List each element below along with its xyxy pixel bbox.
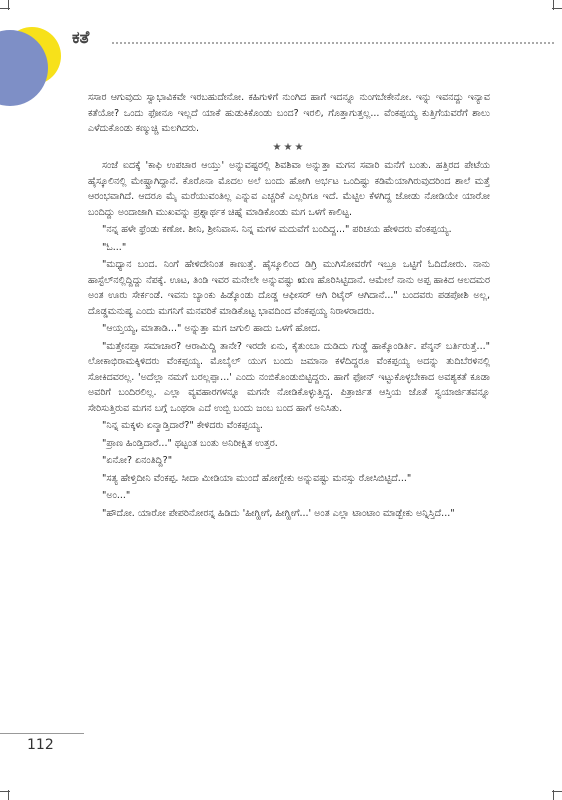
paragraph: "ಮತ್ತೇನಪ್ಪಾ ಸಮಾಚಾರ? ಆರಾಮಿದ್ದಿ ತಾನೇ? ಇರದೇ ಏನು, ಕೈತುಂಬಾ ದುಡಿದು ಗುಡ್ಡೆ ಹಾಕ್ಕೊಂಡಿರ್ತಿ. ಪೆನ್ಶನ್ ಬರ್ತಿರುತ್ತೆ..." ಲೋಕಾಭಿರಾಮಕ್ಕಿಳಿದರು ವೆಂಕಪ್ಪಯ್ಯ. ಮೊಬೈಲ್ ಯುಗ ಬಂದು ಜಮಾನಾ ಕಳೆದಿದ್ದರೂ ವೆಂಕಪ್ಪಯ್ಯ ಅದನ್ನು ತುದಿಬೆರಳಿನಲ್ಲಿ ಸೋಕಿದವರಲ್ಲ. 'ಅದೆಲ್ಲಾ ನಮಗೆ ಬರಲ್ಲಪ್ಪಾ...' ಎಂದು ನಂಬಿಕೊಂಡುಬಿಟ್ಟಿದ್ದರು. ಹಾಗೆ ಫೋನ್ ಇಟ್ಟುಕೊಳ್ಳಬೇಕಾದ ಅವಶ್ಯಕತೆ ಕೂಡಾ ಅವರಿಗೆ ಬಂದಿರಲಿಲ್ಲ. ಎಲ್ಲಾ ವ್ಯವಹಾರಗಳನ್ನೂ ಮಗನೇ ನೋಡಿಕೊಳ್ಳುತ್ತಿದ್ದ. ಪಿತ್ರಾರ್ಜಿತ ಆಸ್ತಿಯ ಜೊತೆ ಸ್ವಯಾರ್ಜಿತವನ್ನೂ ಸೇರಿಸುತ್ತಿರುವ ಮಗನ ಬಗ್ಗೆ ಒಂಥರಾ ಎದೆ ಉಬ್ಬಿ ಬಂದು ಜಂಬ ಬಂದ ಹಾಗೆ ಅನಿಸಿತು. (88, 340, 490, 414)
paragraph: "ನನ್ನ ಹಳೇ ಫ್ರೆಂಡು ಕಣೋ. ಶೀನಿ, ಶ್ರೀನಿವಾಸ. ನಿನ್ನ ಮಗಳ ಮದುವೆಗೆ ಬಂದಿದ್ದ..." ಪರಿಚಯ ಹೇಳಿದರು ವೆಂಕಪ್ಪಯ್ಯ. (102, 224, 452, 235)
paragraph: "ಹೌದೋ. ಯಾರೋ ಪೇಪರಿನೋರನ್ನ ಹಿಡಿದು 'ಹೀಗ್ಹೀಗೆ, ಹೀಗ್ಹೀಗೆ...' ಅಂತ ಎಲ್ಲಾ ಟಾಂಟಾಂ ಮಾಡ್ಬೇಕು ಅನ್ನಿಸ್ತಿದೆ..." (102, 507, 455, 519)
paragraph: "ಏನೋ? ಏನಂತಿದ್ದಿ?" (102, 455, 173, 466)
header-dotted-rule (112, 42, 554, 44)
paragraph: "ಅಂ..." (102, 490, 131, 501)
paragraph: ಸಂಜೆ ಐದಕ್ಕೆ 'ಕಾಫಿ ಉಪಚಾರ ಆಯ್ತು' ಅನ್ನುವಷ್ಟರಲ್ಲಿ ಶಿವಶಿವಾ ಅನ್ನುತ್ತಾ ಮಗನ ಸವಾರಿ ಮನೆಗೆ ಬಂತು. ಹತ್ತಿರದ ಪೇಟೆಯ ಹೈಸ್ಕೂಲಿನಲ್ಲಿ ಮೇಷ್ಟ್ರಾಗಿದ್ದಾನೆ. ಕೊರೊನಾ ಮೊದಲ ಅಲೆ ಬಂದು ಹೋಗಿ ಅರ್ಭಟ ಒಂದಿಷ್ಟು ಕಡಿಮೆಯಾಗಿರುವುದರಿಂದ ಶಾಲೆ ಮತ್ತೆ ಆರಂಭವಾಗಿದೆ. ಆದರೂ ಮೈ ಮರೆಯುವಂತಿಲ್ಲ ಎನ್ನುವ ಎಚ್ಚರಿಕೆ ಎಲ್ಲರಿಗೂ ಇದೆ. ಮೆಟ್ಟಿಲ ಕೆಳಗಿದ್ದ ಜೋಡು ನೋಡಿಯೇ ಯಾರೋ ಬಂದಿದ್ದು ಅಂದಾಜಾಗಿ ಮುಖವನ್ನು ಪ್ರಶ್ನಾರ್ಥಕ ಚಿಹ್ನೆ ಮಾಡಿಕೊಂಡು ಮಗ ಒಳಗೆ ಕಾಲಿಟ್ಟ. (88, 160, 490, 218)
section-separator: ★★★ (272, 141, 306, 153)
section-title: ಕತೆ (72, 28, 90, 48)
paragraph: "ಪ್ರಾಣ ಹಿಂಡ್ತಿದಾರೆ..." ಥಟ್ಟಂತ ಬಂತು ಅನಿರೀಕ್ಷಿತ ಉತ್ತರ. (102, 437, 278, 449)
footer-rule (0, 733, 84, 734)
paragraph: "ಸತ್ಯ ಹೇಳ್ತಿದೀನಿ ವೆಂಕಪ್ಪ. ಸೀದಾ ಮೀಡಿಯಾ ಮುಂದೆ ಹೋಗ್ಬೇಕು ಅನ್ನುವಷ್ಟು ಮನಸ್ಸು ರೋಸಿಬಿಟ್ಟಿದೆ..." (102, 472, 412, 484)
crop-mark (8, 790, 9, 800)
crop-mark (553, 790, 554, 800)
paragraph: "ನಿನ್ನ ಮಕ್ಕಳು ಏನ್ಮಾಡ್ತಿದಾರೆ?" ಕೇಳಿದರು ವೆಂಕಪ್ಪಯ್ಯ. (102, 420, 263, 431)
paragraph: "ಓ..." (102, 241, 127, 253)
crop-mark (8, 0, 9, 10)
article-body (88, 90, 490, 740)
crop-mark (553, 0, 554, 10)
paragraph: "ಮಧ್ಯಾನ ಬಂದ. ನಿಂಗೆ ಹೇಳಿದೇನಿಂತ ಕಾಣುತ್ತೆ. ಹೈಸ್ಕೂಲಿಂದ ಡಿಗ್ರಿ ಮುಗಿಸೋವರೆಗೆ ಇಬ್ರೂ ಒಟ್ಟಿಗೆ ಓದಿದೋರು. ನಾನು ಹಾಸ್ಟೆಲ್‌ನಲ್ಲಿದ್ದಿದ್ದು ನೆಪಕ್ಕೆ. ಊಟ, ತಿಂಡಿ ಇವರ ಮನೇಲೇ ಅನ್ನುವಷ್ಟು ಋಣ ಹೊರಿಸಿಟ್ಟಿದಾನೆ. ಆಮೇಲೆ ನಾನು ಅಪ್ಪ ಹಾಕಿದ ಆಲದಮರ ಅಂತ ಊರು ಸೇರ್ಕಂಡೆ. ಇವನು ಬ್ಯಾಂಕು ಹಿಡ್ಕೊಂಡು ದೊಡ್ಡ ಆಫೀಸರ್ ಆಗಿ ರಿಟೈರ್ ಆಗಿದಾನೆ..." ಬಂದವರು ಪಡಪೋಶಿ ಅಲ್ಲ, ದೊಡ್ಡಮನುಷ್ಯ ಎಂದು ಮಗನಿಗೆ ಮನವರಿಕೆ ಮಾಡಿಕೊಟ್ಟ ಭಾವದಿಂದ ವೆಂಕಪ್ಪಯ್ಯ ನಿರಾಳರಾದರು. (88, 259, 490, 317)
page-number: 112 (27, 737, 54, 753)
paragraph: "ಆಯ್ತಯ್ಯ, ಮಾತಾಡಿ..." ಅನ್ನುತ್ತಾ ಮಗ ಜಗುಲಿ ಹಾದು ಒಳಗೆ ಹೋದ. (102, 323, 321, 334)
paragraph: ಸಸಾರ ಆಗುವುದು ಸ್ವಾಭಾವಿಕವೇ ಇರಬಹುದೇನೋ. ಕಹಿಗುಳಿಗೆ ನುಂಗಿದ ಹಾಗೆ ಇದನ್ನೂ ನುಂಗಬೇಕೇನೋ. ಇನ್ನು ಇವನದ್ದು ಇನ್ಯಾವ ಕತೆಯೋ? ಒಂದು ಫೋನೂ ಇಲ್ಲದೆ ಯಾಕೆ ಹುಡುಕಿಕೊಂಡು ಬಂದ? ಇರಲಿ, ಗೊತ್ತಾಗುತ್ತಲ್ಲ... ವೆಂಕಪ್ಪಯ್ಯ ಕುತ್ತಿಗೆಯವರೆಗೆ ಶಾಲು ಎಳೆದುಕೊಂಡು ಕಣ್ಮುಚ್ಚಿ ಮಲಗಿದರು. (88, 92, 490, 134)
